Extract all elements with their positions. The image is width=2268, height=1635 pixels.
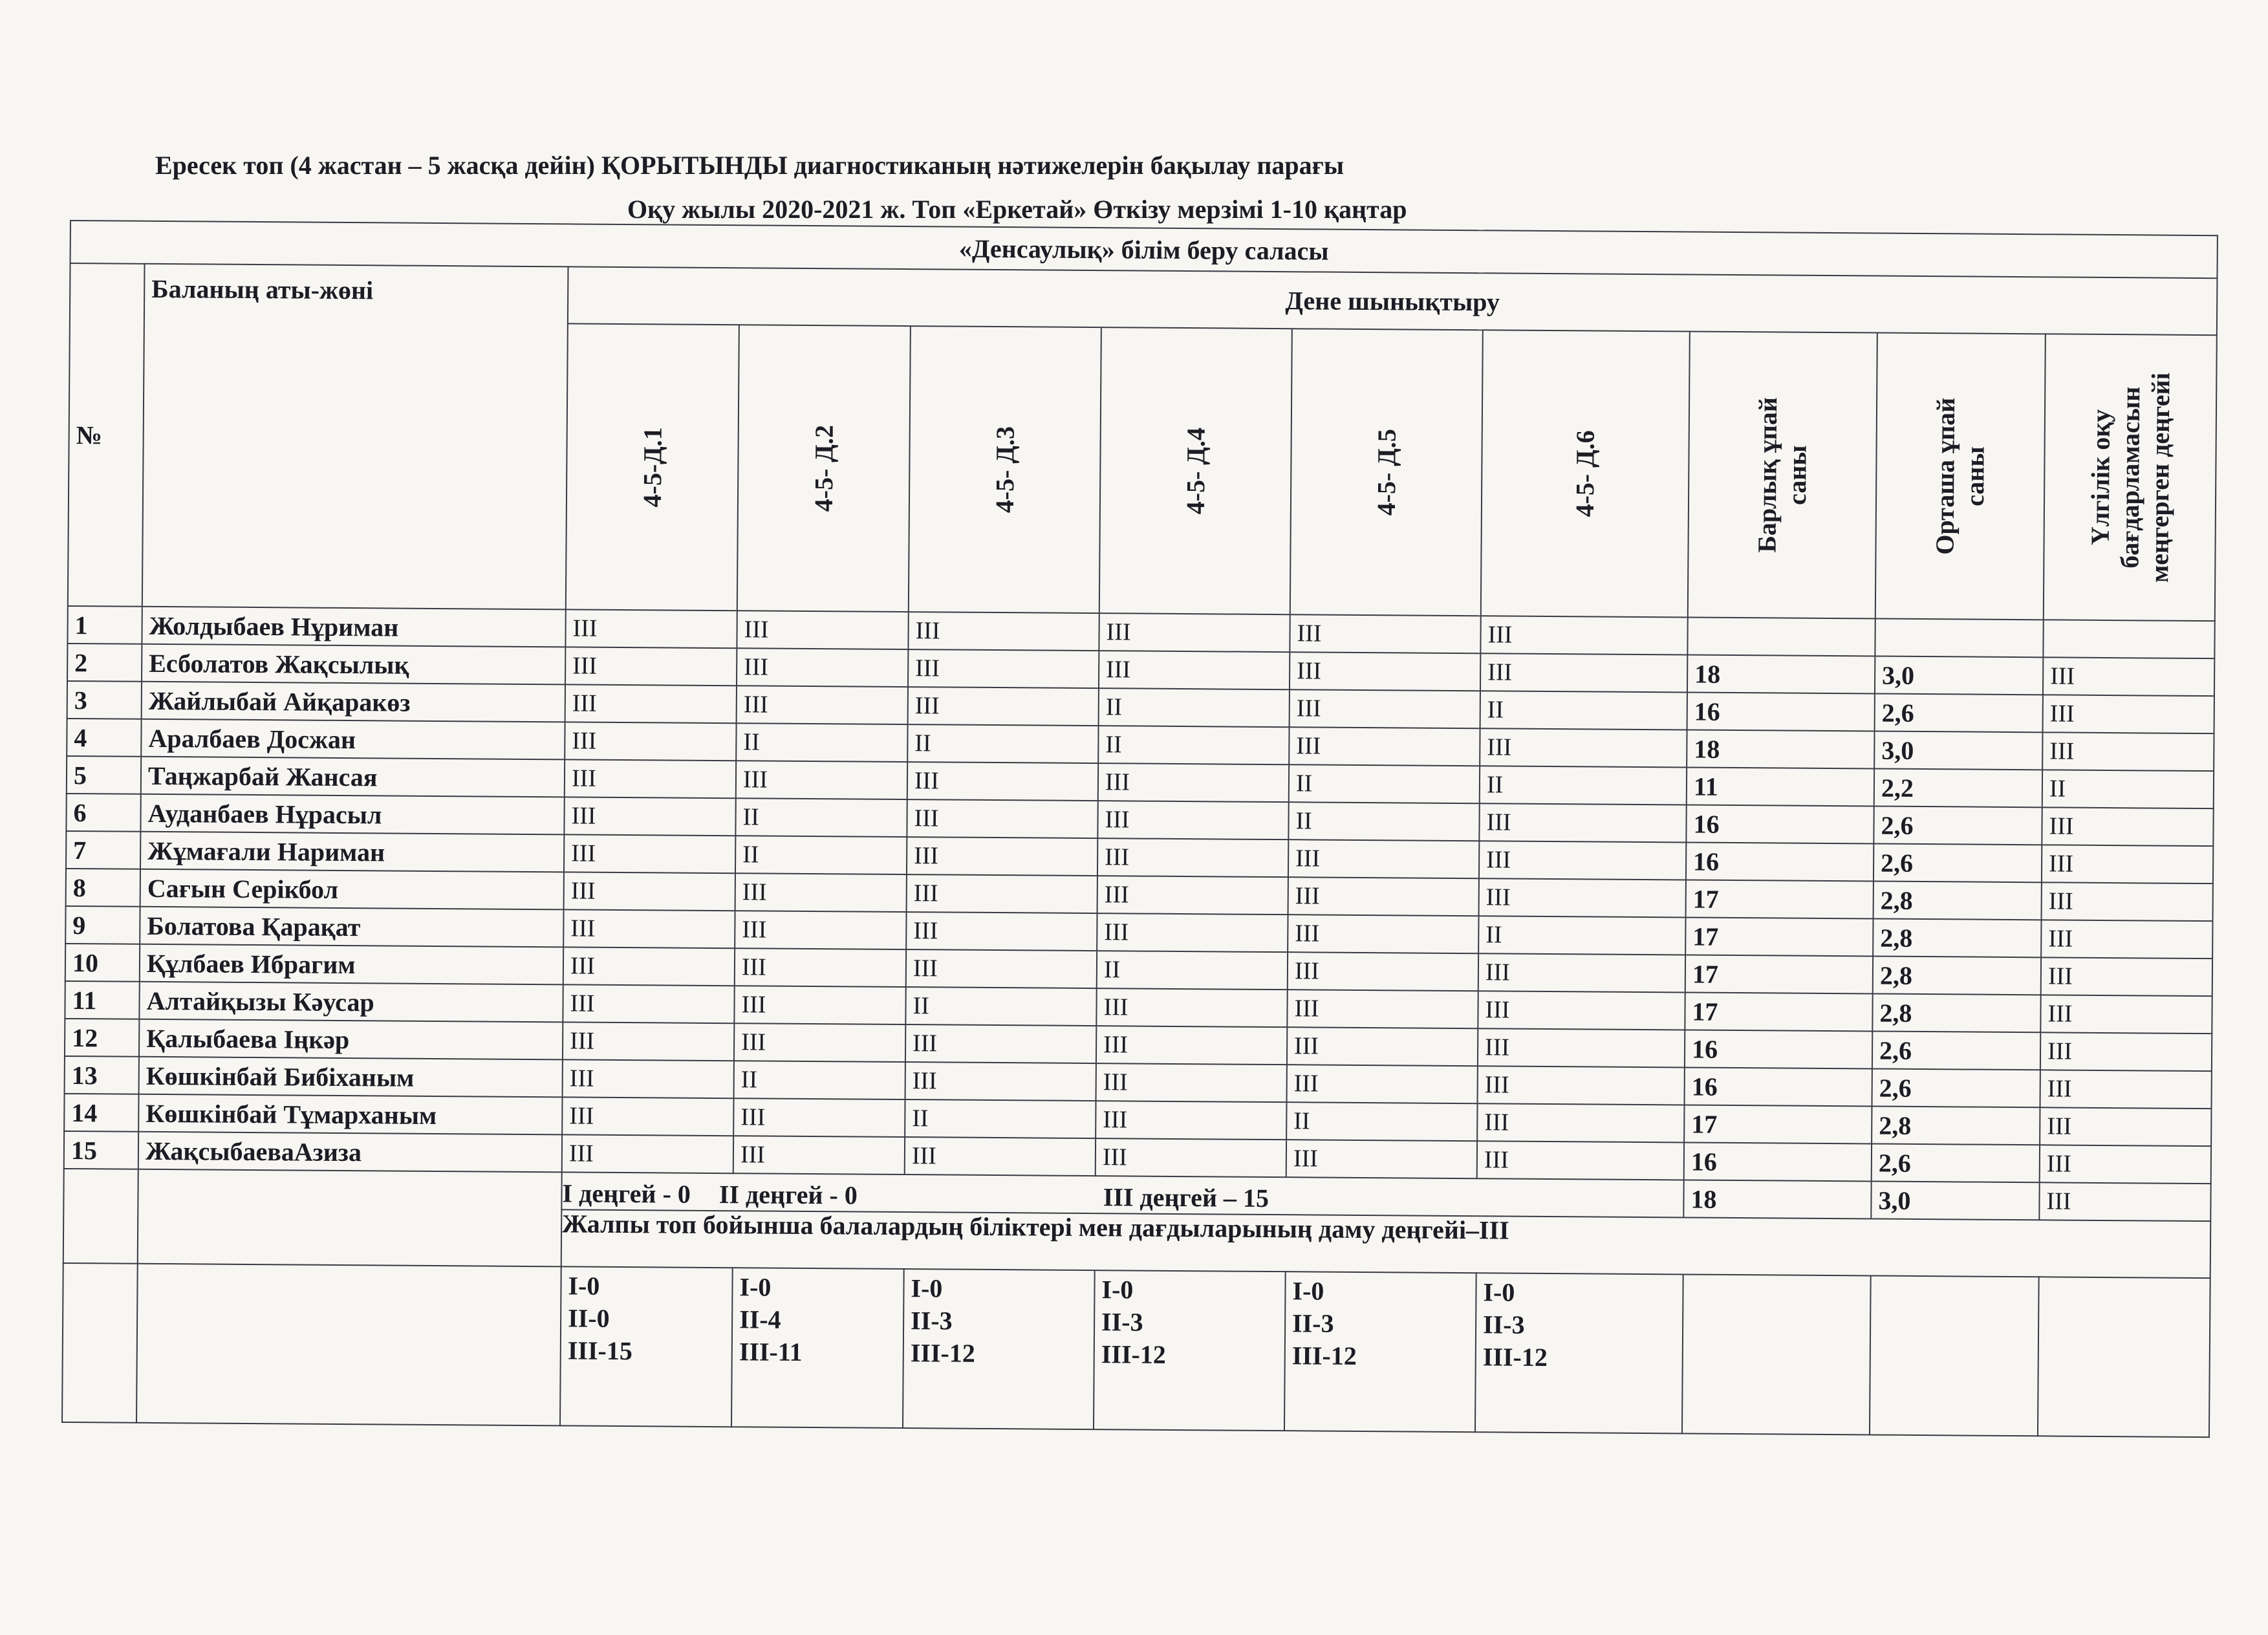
extra-total: 18 xyxy=(1683,1180,1871,1218)
skill-level: III xyxy=(1290,689,1480,728)
skill-level: II xyxy=(1098,726,1289,764)
row-number: 2 xyxy=(67,644,142,682)
mastery-level: III xyxy=(2042,845,2214,883)
skill-level: III xyxy=(1480,616,1687,655)
child-name: Сағын Серікбол xyxy=(140,869,564,910)
skill-level: II xyxy=(1099,688,1290,727)
skill-level: III xyxy=(1096,988,1287,1027)
child-name: Ауданбаев Нұрасыл xyxy=(140,794,564,835)
average-score: 2,6 xyxy=(1875,694,2043,733)
mastery-level: III xyxy=(2041,920,2213,958)
skill-level: III xyxy=(1479,878,1686,917)
total-score: 17 xyxy=(1684,1105,1872,1143)
average-score: 2,6 xyxy=(1874,806,2042,845)
child-name: Құлбаев Ибрагим xyxy=(140,944,563,985)
skill-level: III xyxy=(1287,1065,1478,1103)
skill-level: III xyxy=(736,761,907,799)
skill-level: III xyxy=(1286,1140,1477,1178)
skill-level: III xyxy=(737,648,908,687)
skill-level: III xyxy=(908,612,1099,651)
total-score: 16 xyxy=(1687,692,1875,731)
mastery-level xyxy=(2043,620,2215,658)
mastery-level: III xyxy=(2040,995,2212,1034)
skill-level: III xyxy=(1096,1063,1287,1102)
child-name: ЖақсыбаеваАзиза xyxy=(138,1132,562,1173)
child-name: Болатова Қарақат xyxy=(140,907,563,947)
skill-level: III xyxy=(564,797,735,836)
column-total-3: І-0 ІІ-3 ІІІ-12 xyxy=(903,1269,1095,1429)
row-number: 4 xyxy=(67,719,141,757)
skill-level: III xyxy=(907,874,1097,913)
total-score: 16 xyxy=(1686,842,1874,881)
skill-level: III xyxy=(565,609,737,648)
skill-level: II xyxy=(735,836,907,874)
skill-level: III xyxy=(562,1097,733,1136)
skill-level: III xyxy=(1480,728,1687,767)
skill-level: III xyxy=(1099,651,1290,689)
number-header: № xyxy=(68,263,145,607)
skill-level: III xyxy=(1288,915,1478,953)
extra-level: III xyxy=(2039,1182,2211,1221)
total-score: 16 xyxy=(1685,1067,1872,1106)
skill-level: II xyxy=(735,798,907,837)
mastery-level: III xyxy=(2040,1032,2212,1071)
skill-level: III xyxy=(562,1134,733,1173)
skill-level: II xyxy=(905,1099,1096,1138)
average-score: 2,2 xyxy=(1874,768,2042,807)
row-number: 12 xyxy=(65,1019,139,1057)
skill-level: III xyxy=(737,686,908,724)
average-score-header: Орташа ұпай саны xyxy=(1875,333,2046,620)
skill-level: III xyxy=(565,722,736,761)
skill-level: III xyxy=(565,759,736,798)
skill-level: III xyxy=(907,762,1098,801)
subject-header: Дене шынықтыру xyxy=(568,266,2218,335)
child-name: Көшкінбай Бибіханым xyxy=(139,1057,563,1098)
child-name: Жұмағали Нариман xyxy=(140,832,564,872)
skill-level: III xyxy=(1097,913,1288,952)
skill-level: III xyxy=(735,873,907,912)
skill-level: III xyxy=(1290,652,1480,691)
skill-level: III xyxy=(1288,952,1478,991)
skill-level: III xyxy=(733,1136,905,1175)
skill-level: III xyxy=(907,837,1097,876)
skill-level: III xyxy=(733,1098,905,1137)
row-number: 13 xyxy=(65,1056,139,1094)
mastery-level: III xyxy=(2040,1070,2212,1109)
total-score: 17 xyxy=(1685,917,1873,956)
skill-level: III xyxy=(1287,990,1478,1028)
mastery-level: III xyxy=(2043,657,2215,696)
mastery-level: II xyxy=(2042,770,2214,808)
average-score: 2,6 xyxy=(1872,1143,2040,1182)
skill-level: II xyxy=(1478,916,1685,955)
skill-level: III xyxy=(734,1023,905,1062)
skill-level: III xyxy=(906,912,1097,951)
total-score: 11 xyxy=(1687,767,1874,806)
row-number: 8 xyxy=(66,869,140,907)
skill-level: III xyxy=(1098,763,1289,802)
mastery-level: III xyxy=(2043,695,2215,733)
skill-level: II xyxy=(1097,951,1288,990)
average-score: 2,8 xyxy=(1872,993,2040,1032)
child-name: Алтайқызы Кәусар xyxy=(139,982,563,1023)
row-number: 10 xyxy=(65,944,140,982)
skill-level: II xyxy=(1480,766,1687,805)
column-total-5: І-0 ІІ-3 ІІІ-12 xyxy=(1284,1272,1476,1432)
column-total-6: І-0 ІІ-3 ІІІ-12 xyxy=(1475,1273,1683,1433)
document-title: Ересек топ (4 жастан – 5 жасқа дейін) ҚОРЫТЫНДЫ диагностиканың нәтижелерін бақылау парағы xyxy=(155,151,1345,180)
skill-level: III xyxy=(1096,1138,1286,1177)
skill-level: III xyxy=(1099,613,1290,652)
mastery-level: III xyxy=(2042,882,2214,921)
skill-level: III xyxy=(563,947,735,986)
skill-level: III xyxy=(563,1059,734,1098)
total-score: 16 xyxy=(1684,1142,1872,1181)
skill-level: III xyxy=(905,1137,1096,1176)
skill-level: III xyxy=(563,984,734,1023)
average-score: 2,8 xyxy=(1873,918,2041,957)
skill-level: II xyxy=(907,724,1098,763)
skill-level: III xyxy=(1288,839,1479,878)
skill-level: III xyxy=(1096,1101,1286,1140)
skill-level: III xyxy=(737,611,908,649)
level1-summary: І деңгей - 0 xyxy=(562,1178,691,1209)
row-number: 5 xyxy=(67,756,141,794)
skill-level: III xyxy=(905,1024,1096,1063)
skill-level: III xyxy=(1479,841,1686,880)
overall-summary: Жалпы топ бойынша балалардың біліктері мен дағдыларының даму деңгейі–ІІІ xyxy=(562,1209,1509,1245)
skill-level: III xyxy=(564,872,735,911)
skill-level: III xyxy=(1096,1026,1287,1065)
row-number: 7 xyxy=(66,831,140,869)
mastery-level: III xyxy=(2041,957,2213,996)
average-score: 3,0 xyxy=(1875,656,2043,695)
skill-level: III xyxy=(905,1062,1096,1101)
average-score: 2,6 xyxy=(1874,843,2042,882)
child-name: Жолдыбаев Нұриман xyxy=(142,607,565,647)
level2-summary: ІІ деңгей - 0 xyxy=(718,1180,858,1210)
column-totals-row xyxy=(62,1263,2210,1437)
row-number: 3 xyxy=(67,681,142,719)
skill-level: III xyxy=(1478,953,1685,992)
child-name: Көшкінбай Тұмарханым xyxy=(138,1094,562,1135)
average-score: 2,8 xyxy=(1874,881,2042,920)
skill-level: III xyxy=(1477,1141,1684,1180)
average-score: 2,6 xyxy=(1872,1068,2040,1107)
skill-level: III xyxy=(563,909,735,948)
skill-level: II xyxy=(905,987,1096,1026)
skill-header-2: 4-5- Д.2 xyxy=(737,325,911,612)
extra-average: 3,0 xyxy=(1871,1181,2039,1220)
total-score: 18 xyxy=(1687,730,1874,768)
column-total-4: І-0 ІІ-3 ІІІ-12 xyxy=(1094,1270,1286,1431)
child-name: Аралбаев Досжан xyxy=(141,719,565,760)
skill-level: III xyxy=(564,834,735,873)
skill-level: III xyxy=(563,1022,734,1061)
skill-level: III xyxy=(908,687,1099,726)
total-score xyxy=(1687,617,1875,656)
total-score: 18 xyxy=(1687,655,1875,693)
mastery-level-header: Үлгілік оқу бағдарламасын меңгерген деңгейі xyxy=(2044,334,2217,621)
skill-header-6: 4-5- Д.6 xyxy=(1481,330,1690,617)
child-name: Қалыбаева Іңкәр xyxy=(139,1019,563,1060)
skill-level: III xyxy=(907,799,1097,838)
total-score: 17 xyxy=(1685,992,1872,1031)
skill-level: III xyxy=(1478,1028,1685,1067)
mastery-level: III xyxy=(2040,1145,2212,1184)
average-score: 3,0 xyxy=(1874,731,2042,770)
row-number: 9 xyxy=(65,906,140,944)
skill-level: III xyxy=(1287,1027,1478,1066)
skill-level: II xyxy=(1289,764,1480,803)
row-number: 6 xyxy=(66,794,140,832)
skill-header-3: 4-5- Д.3 xyxy=(909,326,1101,613)
row-number: 1 xyxy=(67,606,142,644)
document-subtitle: Оқу жылы 2020-2021 ж. Топ «Еркетай» Өткізу мерзімі 1-10 қаңтар xyxy=(627,195,1407,224)
name-header: Баланың аты-жөні xyxy=(142,264,568,610)
skill-level: II xyxy=(734,1061,905,1099)
skill-level: III xyxy=(1478,1066,1685,1105)
skill-level: II xyxy=(1480,691,1687,730)
skill-level: III xyxy=(1477,1103,1684,1142)
skill-level: II xyxy=(736,723,907,762)
total-score: 17 xyxy=(1686,880,1874,918)
total-score: 16 xyxy=(1685,1030,1872,1068)
skill-level: III xyxy=(565,684,737,723)
skill-level: III xyxy=(906,949,1097,988)
results-table xyxy=(61,220,2218,1438)
column-total-2: І-0 ІІ-4 ІІІ-11 xyxy=(731,1268,904,1428)
average-score: 2,6 xyxy=(1872,1031,2040,1070)
level3-summary: ІІІ деңгей – 15 xyxy=(1103,1182,1269,1213)
skill-level: III xyxy=(1479,803,1686,842)
row-number: 14 xyxy=(64,1094,138,1132)
skill-level: III xyxy=(1097,801,1288,839)
mastery-level: III xyxy=(2040,1107,2212,1146)
average-score xyxy=(1875,619,2043,658)
skill-level: III xyxy=(565,647,737,686)
skill-level: III xyxy=(735,911,906,949)
average-score: 2,8 xyxy=(1873,956,2041,995)
skill-level: III xyxy=(1289,727,1480,766)
total-score-header: Барлық ұпай саны xyxy=(1688,331,1877,618)
area-header: «Денсаулық» білім беру саласы xyxy=(70,221,2218,278)
average-score: 2,8 xyxy=(1872,1106,2040,1145)
mastery-level: III xyxy=(2042,732,2214,771)
skill-header-5: 4-5- Д.5 xyxy=(1290,329,1483,616)
skill-level: II xyxy=(1286,1102,1477,1141)
skill-level: III xyxy=(908,649,1099,688)
child-name: Жайлыбай Айқаракөз xyxy=(142,682,565,722)
skill-level: II xyxy=(1288,802,1479,841)
skill-level: III xyxy=(735,948,906,987)
skill-level: III xyxy=(1097,876,1288,915)
skill-level: III xyxy=(734,986,905,1024)
column-total-1: І-0 ІІ-0 ІІІ-15 xyxy=(560,1266,733,1427)
total-score: 17 xyxy=(1685,955,1873,993)
child-name: Есболатов Жақсылық xyxy=(142,644,565,685)
row-number: 15 xyxy=(64,1131,138,1169)
diagnostics-sheet xyxy=(61,220,2217,1438)
mastery-level: III xyxy=(2042,807,2214,846)
skill-header-4: 4-5- Д.4 xyxy=(1099,327,1292,614)
skill-level: III xyxy=(1097,838,1288,877)
skill-level: III xyxy=(1478,991,1685,1030)
skill-level: III xyxy=(1288,877,1479,916)
skill-level: III xyxy=(1480,653,1687,692)
row-number: 11 xyxy=(65,981,139,1019)
total-score: 16 xyxy=(1686,805,1874,843)
child-name: Таңжарбай Жансая xyxy=(141,757,565,797)
skill-header-1: 4-5-Д.1 xyxy=(566,323,739,611)
skill-level: III xyxy=(1290,614,1480,653)
